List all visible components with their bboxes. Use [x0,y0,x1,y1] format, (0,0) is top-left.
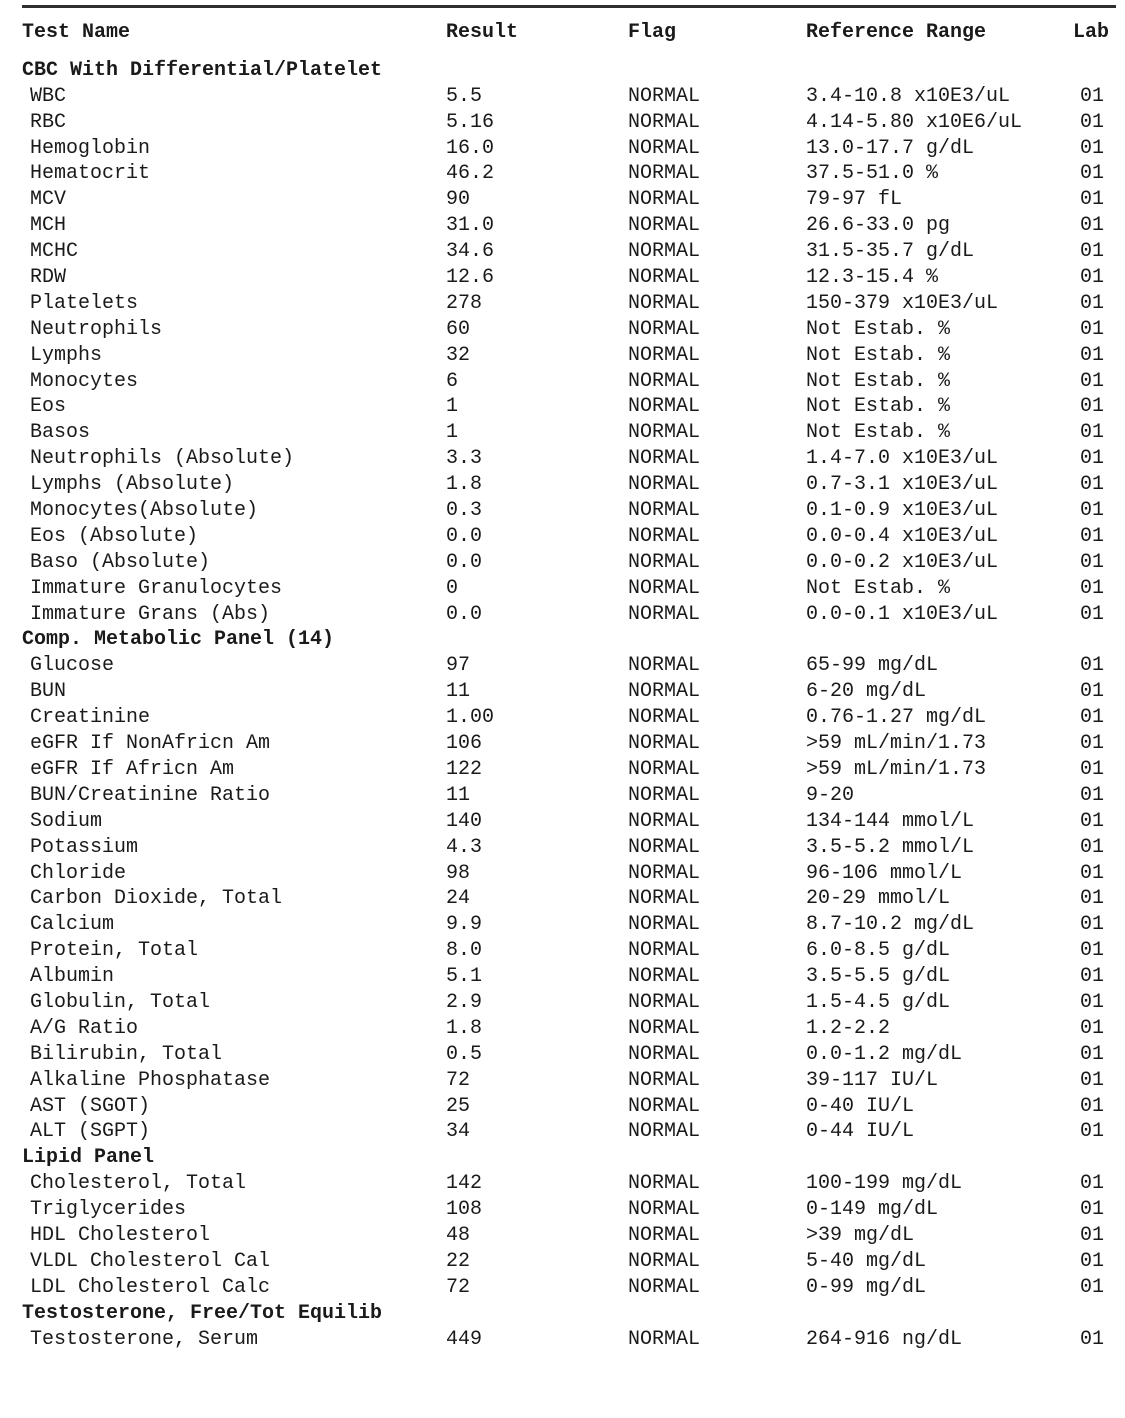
lab-code: 01 [1080,783,1105,807]
flag-value: NORMAL [628,1172,701,1196]
reference-range: 5-40 mg/dL [806,1249,927,1273]
test-name: Albumin [30,965,115,989]
lab-code: 01 [1080,214,1105,238]
lab-code: 01 [1080,317,1105,341]
table-row [0,602,1125,628]
test-name: Globulin, Total [30,990,211,1014]
table-row [0,265,1125,291]
flag-value: NORMAL [628,835,701,859]
reference-range: 3.4-10.8 x10E3/uL [806,84,1011,108]
flag-value: NORMAL [628,1327,701,1351]
result-value: 11 [446,680,471,704]
lab-code: 01 [1080,136,1105,160]
lab-code: 01 [1080,1223,1105,1247]
reference-range: 96-106 mmol/L [806,861,963,885]
reference-range: 0.0-1.2 mg/dL [806,1042,963,1066]
test-name: Neutrophils (Absolute) [30,447,295,471]
lab-code: 01 [1080,706,1105,730]
test-name: Eos [30,395,67,419]
test-name: Chloride [30,861,127,885]
result-value: 34 [446,1120,471,1144]
flag-value: NORMAL [628,524,701,548]
flag-value: NORMAL [628,965,701,989]
lab-code: 01 [1080,809,1105,833]
reference-range: 0.7-3.1 x10E3/uL [806,473,999,497]
lab-code: 01 [1080,835,1105,859]
table-row [0,1094,1125,1120]
result-value: 60 [446,317,471,341]
reference-range: 6.0-8.5 g/dL [806,939,951,963]
table-row [0,964,1125,990]
column-header-test-name: Test Name [22,21,131,44]
reference-range: 150-379 x10E3/uL [806,291,999,315]
table-row [0,1068,1125,1094]
test-name: MCHC [30,240,79,264]
table-row [0,84,1125,110]
reference-range: 3.5-5.5 g/dL [806,965,951,989]
reference-range: 79-97 fL [806,188,903,212]
lab-code: 01 [1080,887,1105,911]
reference-range: 0-44 IU/L [806,1120,915,1144]
result-value: 1.8 [446,473,483,497]
lab-code: 01 [1080,913,1105,937]
table-row [0,1223,1125,1249]
lab-code: 01 [1080,965,1105,989]
result-value: 5.5 [446,84,483,108]
lab-code: 01 [1080,1172,1105,1196]
reference-range: 100-199 mg/dL [806,1172,963,1196]
table-row [0,1171,1125,1197]
result-value: 98 [446,861,471,885]
result-value: 142 [446,1172,483,1196]
table-row [0,809,1125,835]
reference-range: 6-20 mg/dL [806,680,927,704]
table-row [0,550,1125,576]
lab-code: 01 [1080,1249,1105,1273]
reference-range: 31.5-35.7 g/dL [806,240,975,264]
result-value: 11 [446,783,471,807]
reference-range: 9-20 [806,783,855,807]
result-value: 72 [446,1068,471,1092]
flag-value: NORMAL [628,473,701,497]
test-name: Eos (Absolute) [30,524,199,548]
flag-value: NORMAL [628,1249,701,1273]
result-value: 108 [446,1198,483,1222]
table-header [0,20,1125,46]
section-header [0,1301,1125,1327]
result-value: 0.0 [446,524,483,548]
table-row [0,886,1125,912]
top-rule [22,5,1116,8]
test-name: Calcium [30,913,115,937]
lab-code: 01 [1080,550,1105,574]
result-value: 25 [446,1094,471,1118]
flag-value: NORMAL [628,240,701,264]
result-value: 5.1 [446,965,483,989]
flag-value: NORMAL [628,654,701,678]
lab-code: 01 [1080,1068,1105,1092]
test-name: Basos [30,421,91,445]
reference-range: 13.0-17.7 g/dL [806,136,975,160]
reference-range: 3.5-5.2 mmol/L [806,835,975,859]
result-value: 48 [446,1223,471,1247]
reference-range: 65-99 mg/dL [806,654,939,678]
result-value: 1 [446,421,459,445]
flag-value: NORMAL [628,317,701,341]
reference-range: Not Estab. % [806,369,951,393]
reference-range: 264-916 ng/dL [806,1327,963,1351]
result-value: 90 [446,188,471,212]
reference-range: 12.3-15.4 % [806,266,939,290]
test-name: Platelets [30,291,139,315]
column-header-flag: Flag [628,21,677,44]
test-name: Bilirubin, Total [30,1042,223,1066]
test-name: BUN/Creatinine Ratio [30,783,271,807]
table-row [0,783,1125,809]
reference-range: >39 mg/dL [806,1223,915,1247]
lab-code: 01 [1080,266,1105,290]
flag-value: NORMAL [628,291,701,315]
flag-value: NORMAL [628,1094,701,1118]
reference-range: 0-40 IU/L [806,1094,915,1118]
result-value: 106 [446,732,483,756]
lab-code: 01 [1080,1327,1105,1351]
reference-range: Not Estab. % [806,576,951,600]
table-row [0,1016,1125,1042]
test-name: Testosterone, Serum [30,1327,259,1351]
table-row [0,938,1125,964]
lab-code: 01 [1080,395,1105,419]
lab-code: 01 [1080,602,1105,626]
lab-code: 01 [1080,939,1105,963]
flag-value: NORMAL [628,887,701,911]
flag-value: NORMAL [628,1198,701,1222]
lab-code: 01 [1080,1120,1105,1144]
table-row [0,1119,1125,1145]
test-name: Lymphs (Absolute) [30,473,235,497]
test-name: Hemoglobin [30,136,151,160]
lab-code: 01 [1080,162,1105,186]
test-name: MCH [30,214,67,238]
reference-range: 0.0-0.2 x10E3/uL [806,550,999,574]
flag-value: NORMAL [628,861,701,885]
result-value: 4.3 [446,835,483,859]
reference-range: >59 mL/min/1.73 [806,732,987,756]
table-row [0,213,1125,239]
flag-value: NORMAL [628,913,701,937]
reference-range: 1.4-7.0 x10E3/uL [806,447,999,471]
result-value: 6 [446,369,459,393]
result-value: 16.0 [446,136,495,160]
table-row [0,394,1125,420]
table-row [0,653,1125,679]
lab-code: 01 [1080,861,1105,885]
test-name: Neutrophils [30,317,163,341]
test-name: Immature Grans (Abs) [30,602,271,626]
flag-value: NORMAL [628,990,701,1014]
table-row [0,161,1125,187]
table-row [0,835,1125,861]
test-name: Immature Granulocytes [30,576,283,600]
table-row [0,446,1125,472]
section-header [0,58,1125,84]
lab-code: 01 [1080,576,1105,600]
test-name: Baso (Absolute) [30,550,211,574]
flag-value: NORMAL [628,757,701,781]
flag-value: NORMAL [628,1275,701,1299]
test-name: Glucose [30,654,115,678]
test-name: RBC [30,110,67,134]
reference-range: 0-149 mg/dL [806,1198,939,1222]
test-name: BUN [30,680,67,704]
result-value: 9.9 [446,913,483,937]
test-name: Alkaline Phosphatase [30,1068,271,1092]
section-title: Testosterone, Free/Tot Equilib [22,1301,383,1325]
table-row [0,705,1125,731]
reference-range: >59 mL/min/1.73 [806,757,987,781]
lab-code: 01 [1080,1094,1105,1118]
flag-value: NORMAL [628,680,701,704]
flag-value: NORMAL [628,1120,701,1144]
table-body [0,58,1125,1353]
reference-range: Not Estab. % [806,395,951,419]
section-title: Comp. Metabolic Panel (14) [22,628,335,652]
test-name: Cholesterol, Total [30,1172,247,1196]
reference-range: 0-99 mg/dL [806,1275,927,1299]
result-value: 31.0 [446,214,495,238]
test-name: eGFR If Africn Am [30,757,235,781]
flag-value: NORMAL [628,783,701,807]
lab-code: 01 [1080,732,1105,756]
table-row [0,343,1125,369]
reference-range: 1.5-4.5 g/dL [806,990,951,1014]
lab-report [0,5,1125,1352]
table-row [0,420,1125,446]
table-row [0,731,1125,757]
flag-value: NORMAL [628,732,701,756]
flag-value: NORMAL [628,136,701,160]
flag-value: NORMAL [628,1042,701,1066]
result-value: 0.0 [446,550,483,574]
table-row [0,861,1125,887]
section-title: Lipid Panel [22,1146,155,1170]
lab-code: 01 [1080,421,1105,445]
test-name: RDW [30,266,67,290]
flag-value: NORMAL [628,110,701,134]
test-name: Protein, Total [30,939,199,963]
test-name: Lymphs [30,343,103,367]
lab-code: 01 [1080,447,1105,471]
flag-value: NORMAL [628,1068,701,1092]
flag-value: NORMAL [628,499,701,523]
result-value: 0.3 [446,499,483,523]
reference-range: Not Estab. % [806,317,951,341]
lab-code: 01 [1080,1275,1105,1299]
result-value: 0.0 [446,602,483,626]
test-name: Triglycerides [30,1198,187,1222]
result-value: 3.3 [446,447,483,471]
flag-value: NORMAL [628,602,701,626]
test-name: VLDL Cholesterol Cal [30,1249,271,1273]
result-value: 1.8 [446,1016,483,1040]
reference-range: 26.6-33.0 pg [806,214,951,238]
test-name: Sodium [30,809,103,833]
reference-range: 8.7-10.2 mg/dL [806,913,975,937]
lab-code: 01 [1080,343,1105,367]
result-value: 0.5 [446,1042,483,1066]
test-name: Hematocrit [30,162,151,186]
result-value: 72 [446,1275,471,1299]
column-header-lab: Lab [1073,21,1110,44]
result-value: 5.16 [446,110,495,134]
table-row [0,524,1125,550]
flag-value: NORMAL [628,706,701,730]
flag-value: NORMAL [628,1223,701,1247]
table-row [0,757,1125,783]
test-name: LDL Cholesterol Calc [30,1275,271,1299]
table-row [0,472,1125,498]
lab-code: 01 [1080,1042,1105,1066]
lab-code: 01 [1080,110,1105,134]
result-value: 1.00 [446,706,495,730]
result-value: 24 [446,887,471,911]
result-value: 46.2 [446,162,495,186]
column-header-result: Result [446,21,519,44]
test-name: ALT (SGPT) [30,1120,151,1144]
test-name: Potassium [30,835,139,859]
table-row [0,1249,1125,1275]
lab-code: 01 [1080,499,1105,523]
test-name: Monocytes(Absolute) [30,499,259,523]
table-row [0,679,1125,705]
flag-value: NORMAL [628,188,701,212]
flag-value: NORMAL [628,395,701,419]
test-name: Creatinine [30,706,151,730]
flag-value: NORMAL [628,939,701,963]
table-row [0,369,1125,395]
reference-range: Not Estab. % [806,343,951,367]
table-row [0,291,1125,317]
result-value: 12.6 [446,266,495,290]
result-value: 97 [446,654,471,678]
reference-range: 20-29 mmol/L [806,887,951,911]
table-row [0,1327,1125,1353]
flag-value: NORMAL [628,421,701,445]
reference-range: 134-144 mmol/L [806,809,975,833]
reference-range: 4.14-5.80 x10E6/uL [806,110,1023,134]
flag-value: NORMAL [628,447,701,471]
lab-code: 01 [1080,473,1105,497]
test-name: eGFR If NonAfricn Am [30,732,271,756]
lab-code: 01 [1080,291,1105,315]
lab-code: 01 [1080,654,1105,678]
result-value: 278 [446,291,483,315]
lab-code: 01 [1080,757,1105,781]
result-value: 22 [446,1249,471,1273]
test-name: A/G Ratio [30,1016,139,1040]
lab-code: 01 [1080,1016,1105,1040]
flag-value: NORMAL [628,550,701,574]
lab-code: 01 [1080,84,1105,108]
result-value: 122 [446,757,483,781]
table-row [0,990,1125,1016]
result-value: 0 [446,576,459,600]
result-value: 2.9 [446,990,483,1014]
flag-value: NORMAL [628,84,701,108]
section-header [0,627,1125,653]
flag-value: NORMAL [628,266,701,290]
test-name: WBC [30,84,67,108]
test-name: Monocytes [30,369,139,393]
table-row [0,576,1125,602]
reference-range: 1.2-2.2 [806,1016,891,1040]
lab-code: 01 [1080,990,1105,1014]
test-name: HDL Cholesterol [30,1223,211,1247]
reference-range: 39-117 IU/L [806,1068,939,1092]
test-name: AST (SGOT) [30,1094,151,1118]
table-row [0,1042,1125,1068]
lab-code: 01 [1080,1198,1105,1222]
reference-range: 0.0-0.4 x10E3/uL [806,524,999,548]
flag-value: NORMAL [628,214,701,238]
table-row [0,912,1125,938]
lab-code: 01 [1080,369,1105,393]
table-row [0,1275,1125,1301]
column-header-reference-range: Reference Range [806,21,987,44]
result-value: 449 [446,1327,483,1351]
flag-value: NORMAL [628,343,701,367]
flag-value: NORMAL [628,162,701,186]
test-name: MCV [30,188,67,212]
test-name: Carbon Dioxide, Total [30,887,283,911]
result-value: 34.6 [446,240,495,264]
flag-value: NORMAL [628,369,701,393]
table-row [0,317,1125,343]
table-row [0,498,1125,524]
reference-range: 0.1-0.9 x10E3/uL [806,499,999,523]
lab-code: 01 [1080,524,1105,548]
flag-value: NORMAL [628,1016,701,1040]
result-value: 32 [446,343,471,367]
table-row [0,239,1125,265]
table-row [0,136,1125,162]
flag-value: NORMAL [628,576,701,600]
lab-code: 01 [1080,680,1105,704]
table-row [0,1197,1125,1223]
table-row [0,110,1125,136]
lab-code: 01 [1080,188,1105,212]
result-value: 8.0 [446,939,483,963]
reference-range: 0.0-0.1 x10E3/uL [806,602,999,626]
section-header [0,1145,1125,1171]
lab-code: 01 [1080,240,1105,264]
reference-range: 0.76-1.27 mg/dL [806,706,987,730]
reference-range: Not Estab. % [806,421,951,445]
section-title: CBC With Differential/Platelet [22,58,383,82]
result-value: 140 [446,809,483,833]
table-row [0,187,1125,213]
flag-value: NORMAL [628,809,701,833]
reference-range: 37.5-51.0 % [806,162,939,186]
result-value: 1 [446,395,459,419]
